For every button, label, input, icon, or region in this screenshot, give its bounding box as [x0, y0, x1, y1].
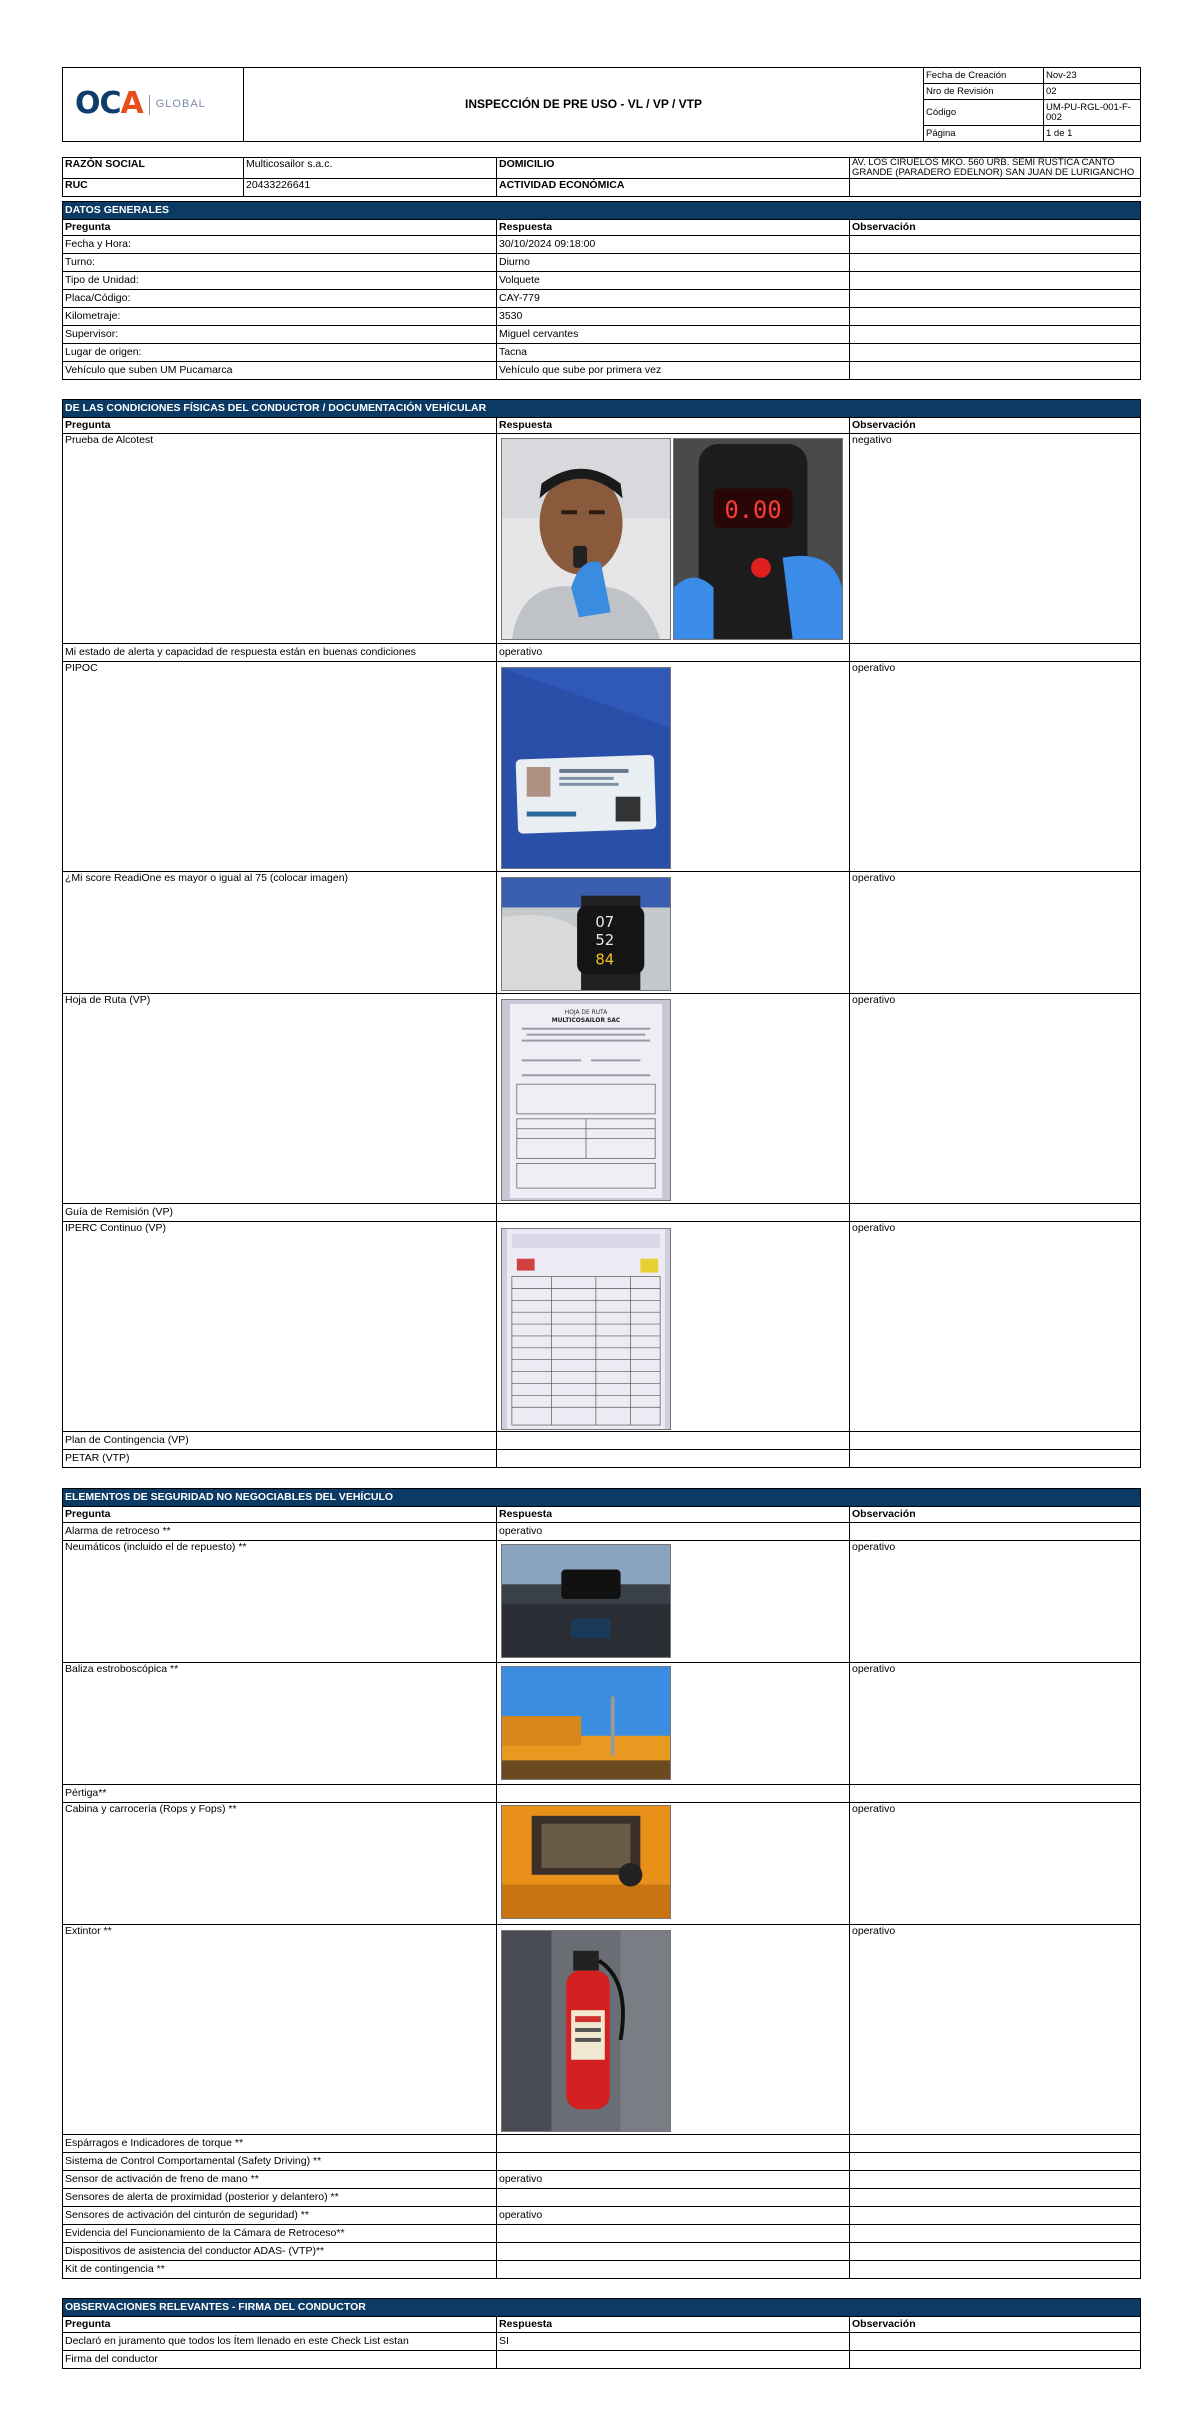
- logo-divider: [149, 95, 150, 115]
- answer: operativo: [497, 1523, 850, 1541]
- observation: [850, 236, 1141, 254]
- question: Placa/Código:: [63, 290, 497, 308]
- razon-value: Multicosailor s.a.c.: [244, 158, 497, 179]
- hoja-title: HOJA DE RUTA: [564, 1008, 608, 1016]
- answer: [497, 1204, 850, 1222]
- question: Tipo de Unidad:: [63, 272, 497, 290]
- question: Kit de contingencia **: [63, 2261, 497, 2279]
- observation: [850, 290, 1141, 308]
- alcotest-reading: 0.00: [724, 496, 782, 525]
- razon-label: RAZÓN SOCIAL: [63, 158, 244, 179]
- logo-cell: [63, 68, 244, 142]
- logo-global-text: GLOBAL: [155, 98, 206, 111]
- alcotest-device-photo: [673, 438, 843, 640]
- answer: [497, 2135, 850, 2153]
- answer: operativo: [497, 2207, 850, 2225]
- question: Sensores de activación del cinturón de seguridad) **: [63, 2207, 497, 2225]
- pipoc-card-photo: [501, 667, 671, 869]
- observation: [850, 2261, 1141, 2279]
- meta-value: 02: [1044, 84, 1141, 100]
- ruc-label: RUC: [63, 178, 244, 196]
- table-row: [63, 290, 1141, 308]
- answer: operativo: [497, 644, 850, 662]
- observation: [850, 2135, 1141, 2153]
- question: Sistema de Control Comportamental (Safety Driving) **: [63, 2153, 497, 2171]
- table-row: [63, 1450, 1141, 1468]
- answer: 30/10/2024 09:18:00: [497, 236, 850, 254]
- answer: Miguel cervantes: [497, 326, 850, 344]
- domicilio-label: DOMICILIO: [497, 158, 850, 179]
- col-respuesta: Respuesta: [497, 1507, 850, 1523]
- actividad-label: ACTIVIDAD ECONÓMICA: [497, 178, 850, 196]
- question: Dispositivos de asistencia del conductor ADAS- (VTP)**: [63, 2243, 497, 2261]
- observation: [850, 1523, 1141, 1541]
- hoja-de-ruta-photo: [501, 999, 671, 1201]
- col-pregunta: Pregunta: [63, 1507, 497, 1523]
- answer: [497, 2225, 850, 2243]
- table-row: [63, 1432, 1141, 1450]
- company-table: [62, 157, 1141, 197]
- observation: operativo: [850, 1803, 1141, 1925]
- question: Mi estado de alerta y capacidad de respuesta están en buenas condiciones: [63, 644, 497, 662]
- answer: [497, 2153, 850, 2171]
- question: Firma del conductor: [63, 2351, 497, 2369]
- table-row: [63, 1785, 1141, 1803]
- observation: [850, 254, 1141, 272]
- iperc-photo: [501, 1228, 671, 1430]
- question: Lugar de origen:: [63, 344, 497, 362]
- answer: CAY-779: [497, 290, 850, 308]
- observation: [850, 362, 1141, 380]
- table-row: [63, 2153, 1141, 2171]
- document-title: INSPECCIÓN DE PRE USO - VL / VP / VTP: [244, 68, 924, 142]
- observation: [850, 2207, 1141, 2225]
- question: Plan de Contingencia (VP): [63, 1432, 497, 1450]
- observation: [850, 2351, 1141, 2369]
- section-title: DATOS GENERALES: [63, 202, 1141, 220]
- domicilio-value: AV. LOS CIRUELOS MKO. 560 URB. SEMI RUSTICA CANTO GRANDE (PARADERO EDELNOR) SAN JUAN DE LURIGANCHO: [850, 158, 1141, 179]
- watch-value: 52: [595, 931, 615, 949]
- observation: operativo: [850, 872, 1141, 994]
- question: IPERC Continuo (VP): [63, 1222, 497, 1432]
- col-observacion: Observación: [850, 1507, 1141, 1523]
- meta-value: UM-PU-RGL-001-F-002: [1044, 100, 1141, 126]
- ruc-value: 20433226641: [244, 178, 497, 196]
- answer: Volquete: [497, 272, 850, 290]
- question: Guía de Remisión (VP): [63, 1204, 497, 1222]
- answer: Diurno: [497, 254, 850, 272]
- hoja-company: MULTICOSAILOR SAC: [551, 1016, 621, 1024]
- meta-value: Nov-23: [1044, 68, 1141, 84]
- observation: [850, 644, 1141, 662]
- col-respuesta: Respuesta: [497, 2317, 850, 2333]
- observation: operativo: [850, 1663, 1141, 1785]
- table-row: [63, 2189, 1141, 2207]
- observation: negativo: [850, 434, 1141, 644]
- table-row: [63, 2243, 1141, 2261]
- question: Sensor de activación de freno de mano **: [63, 2171, 497, 2189]
- question: Espárragos e Indicadores de torque **: [63, 2135, 497, 2153]
- table-row: [63, 308, 1141, 326]
- question: Evidencia del Funcionamiento de la Cámara de Retroceso**: [63, 2225, 497, 2243]
- neumaticos-photo: [501, 1544, 671, 1658]
- extintor-photo: [501, 1930, 671, 2132]
- table-row: [63, 2261, 1141, 2279]
- observation: [850, 326, 1141, 344]
- question: ¿Mi score ReadiOne es mayor o igual al 75 (colocar imagen): [63, 872, 497, 994]
- meta-label: Página: [924, 126, 1044, 142]
- observation: [850, 2189, 1141, 2207]
- question: Fecha y Hora:: [63, 236, 497, 254]
- answer: Tacna: [497, 344, 850, 362]
- question: PETAR (VTP): [63, 1450, 497, 1468]
- question: Prueba de Alcotest: [63, 434, 497, 644]
- observation: [850, 1785, 1141, 1803]
- question: Extintor **: [63, 1925, 497, 2135]
- answer: operativo: [497, 2171, 850, 2189]
- observation: [850, 1432, 1141, 1450]
- question: Alarma de retroceso **: [63, 1523, 497, 1541]
- answer: [497, 2261, 850, 2279]
- header-table: [62, 67, 1141, 142]
- observation: [850, 2243, 1141, 2261]
- col-pregunta: Pregunta: [63, 2317, 497, 2333]
- alcotest-selfie-photo: [501, 438, 671, 640]
- section-title: DE LAS CONDICIONES FÍSICAS DEL CONDUCTOR / DOCUMENTACIÓN VEHÍCULAR: [63, 400, 1141, 418]
- col-observacion: Observación: [850, 220, 1141, 236]
- answer: [497, 1785, 850, 1803]
- cabina-photo: [501, 1805, 671, 1919]
- question: Supervisor:: [63, 326, 497, 344]
- meta-label: Código: [924, 100, 1044, 126]
- col-respuesta: Respuesta: [497, 220, 850, 236]
- question: Neumáticos (incluido el de repuesto) **: [63, 1541, 497, 1663]
- col-pregunta: Pregunta: [63, 220, 497, 236]
- table-row: [63, 272, 1141, 290]
- question: Cabina y carrocería (Rops y Fops) **: [63, 1803, 497, 1925]
- watch-value: 07: [595, 914, 615, 932]
- table-row: [63, 2351, 1141, 2369]
- observation: operativo: [850, 1541, 1141, 1663]
- question: PIPOC: [63, 662, 497, 872]
- logo-oca-text: OCA: [75, 86, 143, 122]
- table-row: [63, 344, 1141, 362]
- answer: SI: [497, 2333, 850, 2351]
- col-pregunta: Pregunta: [63, 418, 497, 434]
- answer: [497, 1432, 850, 1450]
- observation: [850, 2171, 1141, 2189]
- section-firma: [62, 2298, 1141, 2369]
- col-observacion: Observación: [850, 418, 1141, 434]
- watch-value: 84: [595, 951, 615, 969]
- observation: [850, 308, 1141, 326]
- col-respuesta: Respuesta: [497, 418, 850, 434]
- observation: operativo: [850, 1925, 1141, 2135]
- table-row: [63, 2135, 1141, 2153]
- observation: [850, 272, 1141, 290]
- table-row: [63, 2225, 1141, 2243]
- answer: 3530: [497, 308, 850, 326]
- table-row: [63, 1523, 1141, 1541]
- answer: [497, 1450, 850, 1468]
- table-row: [63, 2171, 1141, 2189]
- observation: [850, 2225, 1141, 2243]
- table-row: [63, 254, 1141, 272]
- observation: [850, 344, 1141, 362]
- question: Pértiga**: [63, 1785, 497, 1803]
- answer: [497, 2189, 850, 2207]
- meta-label: Nro de Revisión: [924, 84, 1044, 100]
- section-title: OBSERVACIONES RELEVANTES - FIRMA DEL CONDUCTOR: [63, 2299, 1141, 2317]
- readione-watch-photo: [501, 877, 671, 991]
- table-row: [63, 236, 1141, 254]
- observation: operativo: [850, 1222, 1141, 1432]
- question: Sensores de alerta de proximidad (posterior y delantero) **: [63, 2189, 497, 2207]
- section-title: ELEMENTOS DE SEGURIDAD NO NEGOCIABLES DEL VEHÍCULO: [63, 1489, 1141, 1507]
- meta-label: Fecha de Creación: [924, 68, 1044, 84]
- baliza-photo: [501, 1666, 671, 1780]
- table-row: [63, 2207, 1141, 2225]
- table-row: [63, 644, 1141, 662]
- answer: [497, 2351, 850, 2369]
- section-datos-generales: [62, 201, 1141, 380]
- observation: [850, 1450, 1141, 1468]
- meta-value: 1 de 1: [1044, 126, 1141, 142]
- col-observacion: Observación: [850, 2317, 1141, 2333]
- company-logo: [65, 87, 241, 122]
- question: Hoja de Ruta (VP): [63, 994, 497, 1204]
- table-row: [63, 2333, 1141, 2351]
- table-row: [63, 362, 1141, 380]
- answer: [497, 2243, 850, 2261]
- observation: operativo: [850, 662, 1141, 872]
- actividad-value: [850, 178, 1141, 196]
- table-row: [63, 326, 1141, 344]
- table-row: [63, 1204, 1141, 1222]
- answer: Vehículo que sube por primera vez: [497, 362, 850, 380]
- observation: [850, 1204, 1141, 1222]
- question: Turno:: [63, 254, 497, 272]
- observation: [850, 2153, 1141, 2171]
- question: Declaró en juramento que todos los Ítem llenado en este Check List estan: [63, 2333, 497, 2351]
- observation: [850, 2333, 1141, 2351]
- question: Baliza estroboscópica **: [63, 1663, 497, 1785]
- observation: operativo: [850, 994, 1141, 1204]
- question: Vehículo que suben UM Pucamarca: [63, 362, 497, 380]
- question: Kilometraje:: [63, 308, 497, 326]
